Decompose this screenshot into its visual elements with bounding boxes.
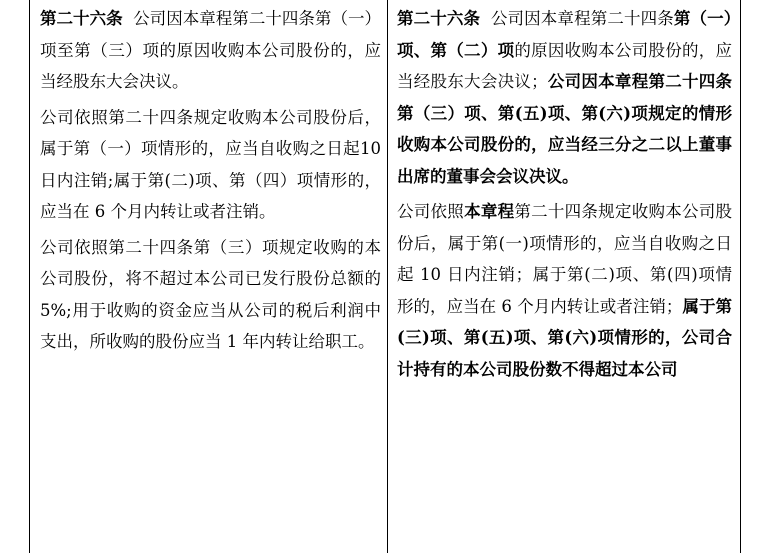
text-segment: 第二十四条规定收购本公司股份后，属于第(一)项情形的，应当自收购之日起 10 日内注销；属于第(二)项、第(四)项情形的，应当在 6 个月内转让或者注销； bbox=[397, 202, 733, 316]
revised-text-segment: 第（一）项、第（二）项 bbox=[397, 9, 733, 60]
revised-text-segment: 属于第(三)项、第(五)项、第(六)项情形的，公司合计持有的本公司股份数不得超过本公司 bbox=[397, 296, 732, 379]
article-number: 第二十六条 bbox=[397, 9, 481, 28]
right-paragraph-1 bbox=[397, 3, 732, 192]
revised-text-segment: 本章程 bbox=[464, 202, 515, 221]
text-segment: 的原因收购本公司股份的，应当经股东大会决议； bbox=[397, 40, 733, 91]
left-paragraph-3: 公司依照第二十四条第（三）项规定收购的本公司股份，将不超过本公司已发行股份总额的 5%;用于收购的资金应当从公司的税后利润中支出，所收购的股份应当 1 年内转让给职工。 bbox=[40, 237, 387, 351]
article-number: 第二十六条 bbox=[40, 9, 123, 28]
right-paragraph-2 bbox=[397, 196, 732, 385]
original-text-column bbox=[30, 0, 388, 553]
left-paragraph-1 bbox=[40, 3, 381, 98]
comparison-table bbox=[29, 0, 741, 553]
revised-text-column bbox=[388, 0, 740, 553]
text-segment: 公司依照 bbox=[397, 202, 465, 221]
text-segment: 公司因本章程第二十四条 bbox=[480, 9, 674, 28]
article-text: 公司因本章程第二十四条第（一）项至第（三）项的原因收购本公司股份的，应当经股东大会决议。 bbox=[40, 9, 381, 91]
left-paragraph-2: 公司依照第二十四条规定收购本公司股份后，属于第（一）项情形的，应当自收购之日起10日内注销;属于第(二)项、第（四）项情形的，应当在 6 个月内转让或者注销。 bbox=[40, 107, 381, 221]
revised-text-segment: 公司因本章程第二十四条第（三）项、第(五)项、第(六)项规定的情形收购本公司股份的，应当经三分之二以上董事出席的董事会会议决议。 bbox=[397, 72, 733, 186]
